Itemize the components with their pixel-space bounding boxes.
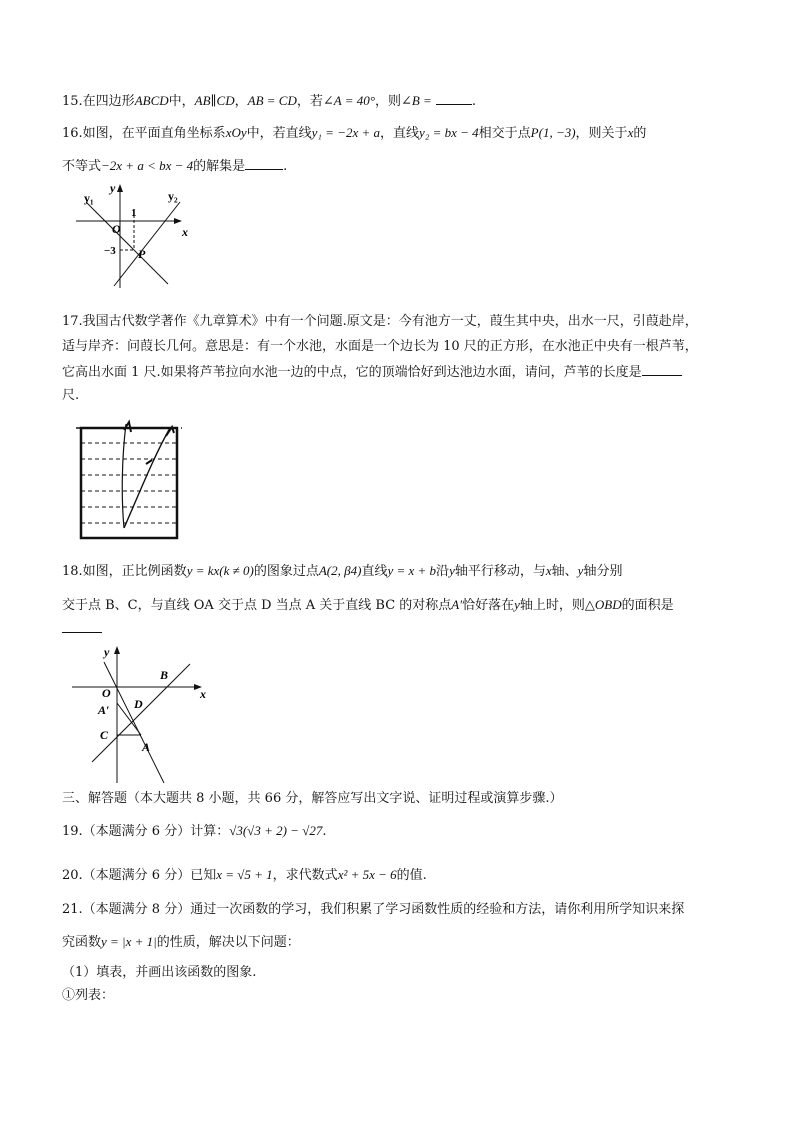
question-16-line-1: 16.如图，在平面直角坐标系xOy中，若直线y₁ = −2x + a，直线y₂ = bx − 4相交于点P(1, −3)，则关于x的 [62, 125, 647, 141]
question-21-line-1: 21.（本题满分 8 分）通过一次函数的学习，我们积累了学习函数性质的经验和方法，请你利用所学知识来探 [62, 902, 685, 917]
figure-18 [64, 640, 224, 788]
point-p: P(1, −3) [530, 125, 576, 140]
question-21-part-1: （1）填表，并画出该函数的图象. [62, 965, 257, 980]
y-axis-arrow [114, 646, 120, 654]
line-y1-equation: y₁ = −2x + a [311, 125, 381, 140]
figure-17-pond [74, 416, 184, 542]
label-a: A [142, 740, 151, 754]
label-o: O [112, 222, 121, 236]
figure-16 [70, 180, 210, 292]
pond-outline [81, 428, 177, 538]
question-17-line-3: 它高出水面 1 尺.如果将芦苇拉向水池一边的中点，它的顶端恰好到达池边水面，请问，芦苇的长度是 [62, 363, 682, 382]
label-y1: y₁ [84, 191, 94, 205]
line-y2 [114, 202, 180, 286]
line-bc-equation: y = x + b [387, 563, 437, 578]
inequality: −2x + a < bx − 4 [101, 158, 194, 173]
answer-blank-17[interactable] [642, 363, 682, 376]
function-21: y = |x + 1| [101, 934, 157, 949]
line-oa [104, 662, 164, 783]
question-17-line-1: 17.我国古代数学著作《九章算术》中有一个问题.原文是：今有池方一丈，葭生其中央，出水一尺，引葭赴岸， [62, 314, 698, 329]
equal-condition: AB = CD [247, 93, 297, 108]
label-minus-3: −3 [104, 245, 116, 257]
question-18-line-3 [62, 620, 102, 639]
label-1: 1 [131, 207, 137, 219]
parallel-condition: AB∥CD [194, 93, 235, 108]
question-21-line-2: 究函数y = |x + 1|的性质，解决以下问题： [62, 934, 300, 950]
label-o: O [102, 686, 111, 700]
question-21-table-label: ①列表： [62, 988, 115, 1003]
label-y: y [104, 645, 110, 659]
answer-blank-16[interactable] [245, 157, 283, 170]
condition-20: x = √5 + 1 [216, 867, 273, 882]
angle-a: A = 40° [333, 93, 375, 108]
y-axis-arrow [117, 184, 123, 192]
label-c: C [100, 728, 109, 742]
expression-20: x² + 5x − 6 [337, 867, 397, 882]
question-18-line-1: 18.如图，正比例函数y = kx(k ≠ 0)的图象过点A(2, β4)直线y = x + b沿y轴平行移动，与x轴、y轴分别 [62, 563, 623, 579]
point-a: A(2, β4) [318, 563, 362, 578]
question-19: 19.（本题满分 6 分）计算：√3(√3 + 2) − √27. [62, 823, 327, 839]
question-17-line-4: 尺. [62, 388, 80, 403]
question-20: 20.（本题满分 6 分）已知x = √5 + 1，求代数式x² + 5x − 6的值. [62, 867, 427, 883]
label-d: D [134, 697, 143, 711]
line-y2-equation: y₂ = bx − 4 [419, 125, 479, 140]
label-y2: y₂ [168, 189, 178, 203]
line-y1 [86, 202, 168, 284]
answer-blank-15[interactable] [436, 92, 472, 105]
question-15: 15.在四边形ABCD中，AB∥CD，AB = CD，若∠A = 40°，则∠B = . [62, 93, 476, 109]
answer-blank-18[interactable] [62, 620, 102, 633]
expression-19: √3(√3 + 2) − √27 [229, 823, 323, 838]
question-16-line-2: 不等式−2x + a < bx − 4的解集是 . [62, 158, 288, 174]
angle-b: B = [411, 93, 432, 108]
proportional-function: y = kx(k ≠ 0) [186, 563, 254, 578]
reed-upright [122, 424, 126, 528]
quad-name: ABCD [134, 93, 169, 108]
label-x: x [200, 687, 206, 701]
label-p: P [138, 247, 146, 261]
question-18-line-2: 交于点 B、C，与直线 OA 交于点 D 当点 A 关于直线 BC 的对称点A′恰好落在y轴上时，则△OBD的面积是 [62, 597, 674, 613]
label-x: x [182, 225, 188, 239]
label-y: y [110, 181, 116, 195]
section-3-heading: 三、解答题（本大题共 8 小题，共 66 分，解答应写出文字说、证明过程或演算步骤.） [62, 791, 563, 806]
x-axis-arrow [174, 218, 182, 224]
label-b: B [160, 668, 169, 682]
question-17-line-2: 适与岸齐：问葭长几何。意思是：有一个水池，水面是一个边长为 10 尺的正方形，在水池正中央有一根芦苇， [62, 339, 698, 354]
label-a-prime: A′ [98, 703, 110, 717]
